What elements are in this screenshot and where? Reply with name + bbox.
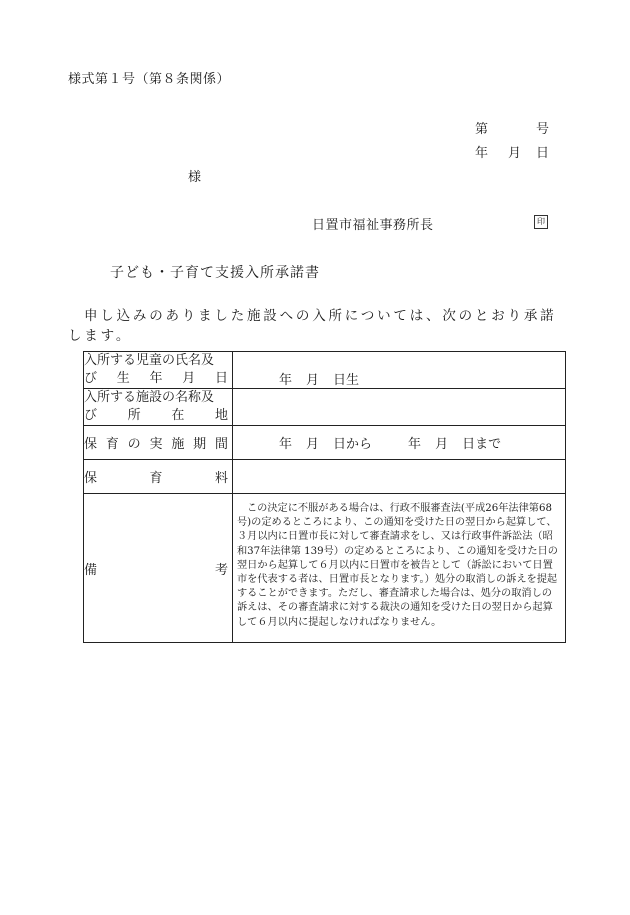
table-row: [84, 352, 566, 389]
label-fee: 保 育 料: [84, 460, 233, 494]
approval-table: [83, 351, 566, 643]
date-month: 月: [508, 146, 522, 161]
label-line2: び 生 年 月 日: [84, 371, 228, 386]
issuer-name: 日置市福祉事務所長: [312, 218, 434, 233]
body-text: 申し込みのありました施設への入所については、次のとおり承諾します。: [68, 308, 557, 344]
date-year: 年: [475, 146, 489, 161]
table-row: [84, 460, 566, 494]
label-line2: び 所 在 地: [84, 408, 228, 423]
value-birthdate[interactable]: 年 月 日生: [233, 352, 566, 389]
value-period[interactable]: 年 月 日から 年 月 日まで: [233, 426, 566, 460]
seal-mark: 印: [534, 215, 548, 229]
table-row: [84, 389, 566, 426]
label-remarks: 備 考: [84, 494, 233, 643]
label-period: 保 育 の 実 施 期 間: [84, 426, 233, 460]
value-facility[interactable]: [233, 389, 566, 426]
date-day: 日: [536, 146, 550, 161]
form-number: 様式第１号（第８条関係）: [68, 72, 231, 87]
document-title: 子ども・子育て支援入所承諾書: [110, 265, 320, 281]
value-fee[interactable]: [233, 460, 566, 494]
remarks-text: この決定に不服がある場合は、行政不服審査法(平成26年法律第68号)の定めるところにより、この通知を受けた日の翌日から起算して、３月以内に日置市長に対して審査請求をし、又は行政事件訴訟法（昭和37年法律第 139号）の定めるところにより、この通知を受けた日の翌日から起算して６月以内に日置市を被告として（訴訟において日置市を代表する者は、日置市長となります。）処分の取消しの訴えを提起することができます。ただし、審査請求した場合は、処分の取消しの訴えは、その審査請求に対する裁決の通知を受けた日の翌日から起算して６月以内に提起しなければなりません。: [233, 494, 566, 643]
number-suffix: 号: [536, 122, 550, 137]
number-prefix: 第: [475, 122, 489, 137]
table-row: [84, 494, 566, 643]
label-child-name-birth: 入所する児童の氏名及 び 生 年 月 日: [84, 352, 233, 389]
recipient-honorific: 様: [188, 170, 202, 185]
table-row: [84, 426, 566, 460]
label-facility: 入所する施設の名称及 び 所 在 地: [84, 389, 233, 426]
